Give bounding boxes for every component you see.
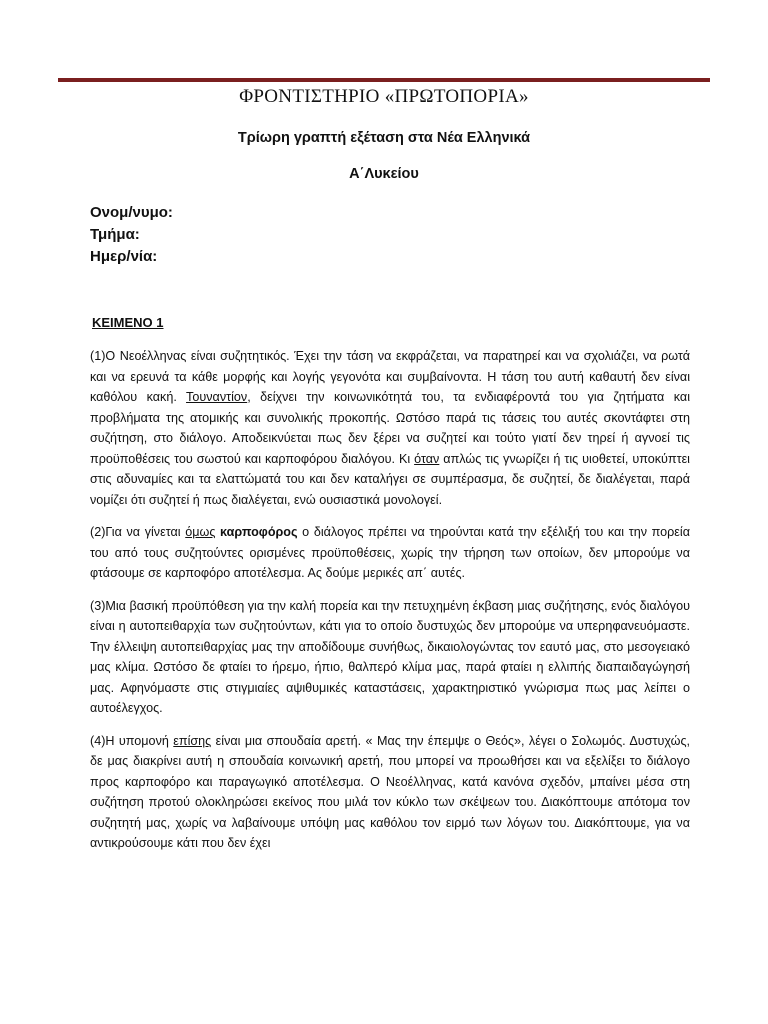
exam-subtitle: Τρίωρη γραπτή εξέταση στα Νέα Ελληνικά <box>237 130 531 146</box>
p1-underlined-word-2: όταν <box>414 451 440 466</box>
p4-underlined-word: επίσης <box>173 733 212 748</box>
date-field-label: Ημερ/νία: <box>90 248 158 265</box>
paragraph-4 <box>90 731 690 854</box>
p2-part-a: (2)Για να γίνεται <box>90 525 186 539</box>
p2-part-c: ο διάλογος πρέπει να τηρούνται κατά την εξέλιξή του και την πορεία του από τους συζητούντες ορισμένες προϋποθέσεις, χωρίς την τήρηση των οποίων, δεν μπορούμε να φτάσουμε σε καρποφόρο αποτέλεσμα. Ας δούμε μερικές απ΄ αυτές. <box>90 525 690 580</box>
p1-underlined-word-1: Τουναντίον <box>186 390 248 404</box>
p4-part-a: (4)Η υπομονή <box>90 733 174 748</box>
header-border-line <box>58 78 710 82</box>
p1-part-b: , δείχνει την κοινωνικότητά του, τα ενδιαφέροντά του για ζητήματα και προβλήματα της ατομικής και συνολικής προκοπής. Ωστόσο παρά τις τάσεις του αυτές σκοντάφτει στη συζήτηση, στο διάλογο. Αποδεικνύεται πως δεν ξέρει να συζητεί και τούτο γιατί δεν τηρεί ή αγνοεί τις προϋποθέσεις του σωστού και καρποφόρου διαλόγου. Κι <box>90 390 690 466</box>
p1-part-a: (1)Ο Νεοέλληνας είναι συζητητικός. Έχει την τάση να εκφράζεται, να παρατηρεί και να σχολιάζει, να ρωτά και να ερευνά τα κάθε μορφής και λογής γεγονότα και συμβαίνοντα. Η τάση του αυτή καθαυτή δεν είναι καθόλου κακή. <box>90 349 690 404</box>
exam-class: Α΄Λυκείου <box>349 166 419 182</box>
name-field-label: Ονομ/νυμο: <box>90 204 173 221</box>
p2-bold-word: καρποφόρος <box>215 525 298 539</box>
p1-part-c: απλώς τις γνωρίζει ή τις υιοθετεί, υποκύπτει στις αδυναμίες και τα ελαττώματά του και δεν καταλήγει σε συμπέρασμα, δε συζητεί, δε διαλέγεται, παρά νομίζει ότι συζητεί ή πως διαλέγεται, ενώ ουσιαστικά μονολογεί. <box>90 451 690 507</box>
paragraph-1 <box>90 346 690 510</box>
school-title: ΦΡΟΝΤΙΣΤΗΡΙΟ «ΠΡΩΤΟΠΟΡΙΑ» <box>239 86 529 107</box>
section-field-label: Τμήμα: <box>90 226 140 243</box>
p2-underlined-word: όμως <box>185 525 216 539</box>
paragraph-2 <box>90 522 690 584</box>
text1-heading: ΚΕΙΜΕΝΟ 1 <box>92 315 164 330</box>
paragraph-3: (3)Μια βασική προϋπόθεση για την καλή πορεία και την πετυχημένη έκβαση μιας συζήτησης, ενός διαλόγου είναι η αυτοπειθαρχία των συζητούντων, κάτι για το οποίο δυστυχώς δεν μπορούμε να υπερηφανευόμαστε. Την έλλειψη αυτοπειθαρχίας μας την αποδίδουμε συνήθως, δικαιολογώντας τον εαυτό μας, στο μεσογειακό μας κλίμα. Ωστόσο δε φταίει το ήρεμο, ήπιο, θαλπερό κλίμα μας, παρά φταίει η ελλιπής διαπαιδαγώγησή μας. Αφηνόμαστε στις στιγμιαίες αψιθυμικές καταστάσεις, χαρακτηριστικό γνώρισμα πως μας λείπει ο αυτοέλεγχος. <box>90 598 690 715</box>
p4-part-b: είναι μια σπουδαία αρετή. « Μας την έπεμψε ο Θεός», λέγει ο Σολωμός. Δυστυχώς, δε μας διακρίνει αυτή η σπουδαία κοινωνική αρετή, που μπορεί να προωθήσει και να εξελίξει το διάλογο προς καρποφόρο και παραγωγικό αποτέλεσμα. Ο Νεοέλληνας, κατά κανόνα σχεδόν, μπαίνει μέσα στη συζήτηση προτού ολοκληρώσει εκείνος που μιλά τον κύκλο των σκέψεων του. Διακόπτουμε απότομα τον συζητητή μας, χωρίς να λαβαίνουμε υπόψη μας καθόλου τον ειρμό των λόγων του. Διακόπτουμε, για να αντικρούσουμε κάτι που δεν έχει <box>90 733 691 850</box>
student-fields <box>90 202 173 268</box>
text1-body <box>90 346 690 866</box>
